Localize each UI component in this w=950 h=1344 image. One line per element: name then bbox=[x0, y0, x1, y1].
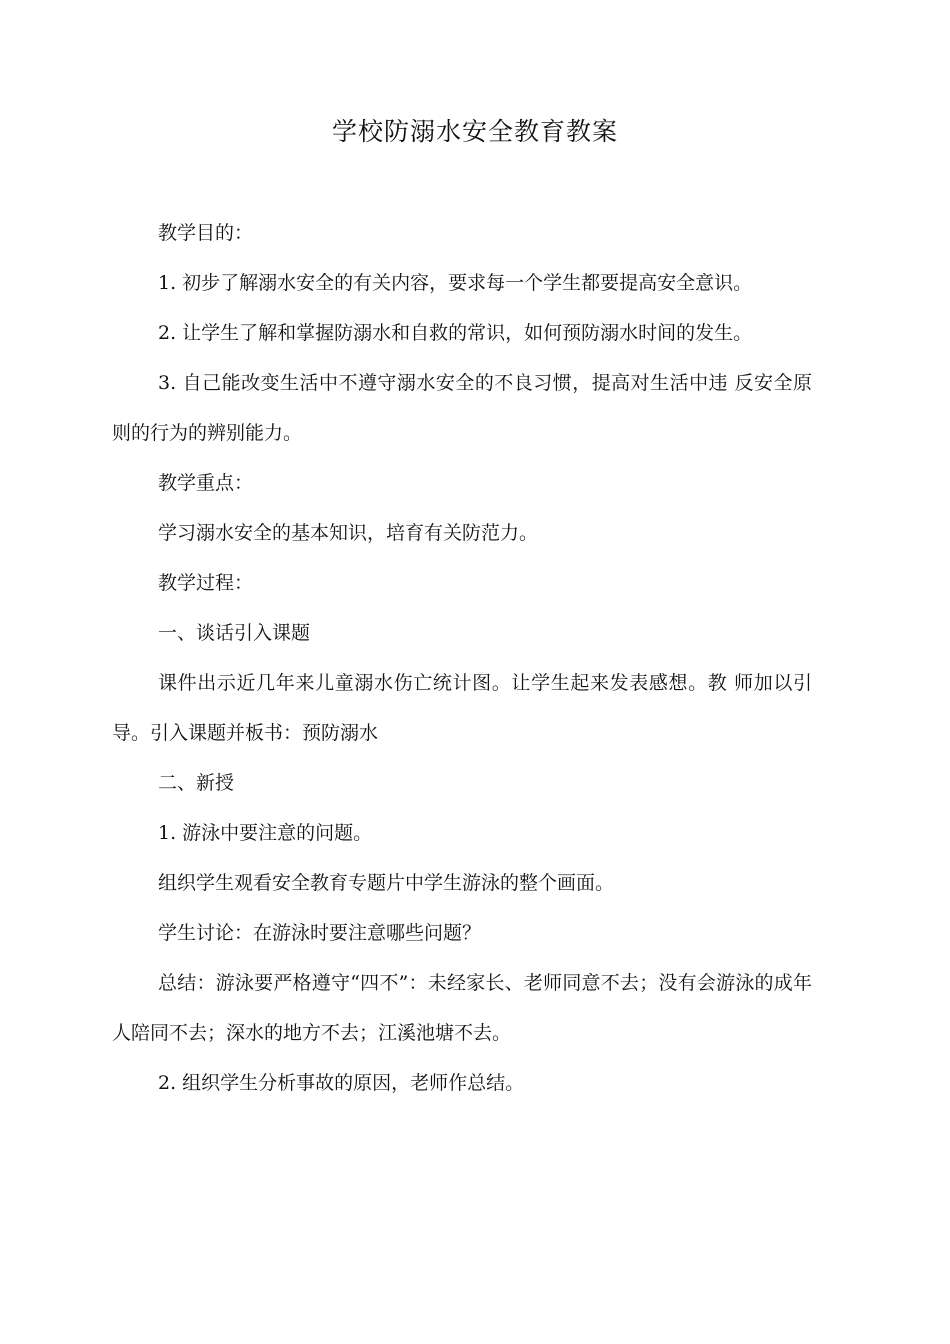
paragraph-summary: 总结：游泳要严格遵守“四不”：未经家长、老师同意不去；没有会游泳的成年人陪同不去；深水的地方不去；江溪池塘不去。 bbox=[112, 972, 812, 1044]
paragraph-discussion: 学生讨论：在游泳时要注意哪些问题？ bbox=[158, 922, 482, 944]
paragraph-swimming-issues: 1. 游泳中要注意的问题。 bbox=[158, 822, 373, 844]
paragraph-objective-2: 2. 让学生了解和掌握防溺水和自救的常识，如何预防溺水时间的发生。 bbox=[158, 322, 753, 344]
paragraph-focus-text: 学习溺水安全的基本知识，培育有关防范力。 bbox=[158, 522, 539, 544]
paragraph-section-2-heading: 二、新授 bbox=[158, 772, 235, 794]
document-title: 学校防溺水安全教育教案 bbox=[331, 117, 618, 146]
document-body bbox=[112, 208, 812, 1108]
paragraph-objective-1: 1. 初步了解溺水安全的有关内容，要求每一个学生都要提高安全意识。 bbox=[158, 272, 753, 294]
paragraph-objective-3: 3. 自己能改变生活中不遵守溺水安全的不良习惯，提高对生活中违 反安全原则的行为的辨别能力。 bbox=[112, 372, 812, 444]
paragraph-watch-video: 组织学生观看安全教育专题片中学生游泳的整个画面。 bbox=[158, 872, 615, 894]
paragraph-section-1-heading: 一、谈话引入课题 bbox=[158, 622, 311, 644]
paragraph-section-1-text: 课件出示近几年来儿童溺水伤亡统计图。让学生起来发表感想。教 师加以引导。引入课题并板书：预防溺水 bbox=[112, 672, 812, 744]
paragraph-process-heading: 教学过程： bbox=[158, 572, 254, 594]
paragraph-focus-heading: 教学重点： bbox=[158, 472, 254, 494]
paragraph-objectives-heading: 教学目的： bbox=[158, 222, 254, 244]
paragraph-analysis: 2. 组织学生分析事故的原因，老师作总结。 bbox=[158, 1072, 525, 1094]
